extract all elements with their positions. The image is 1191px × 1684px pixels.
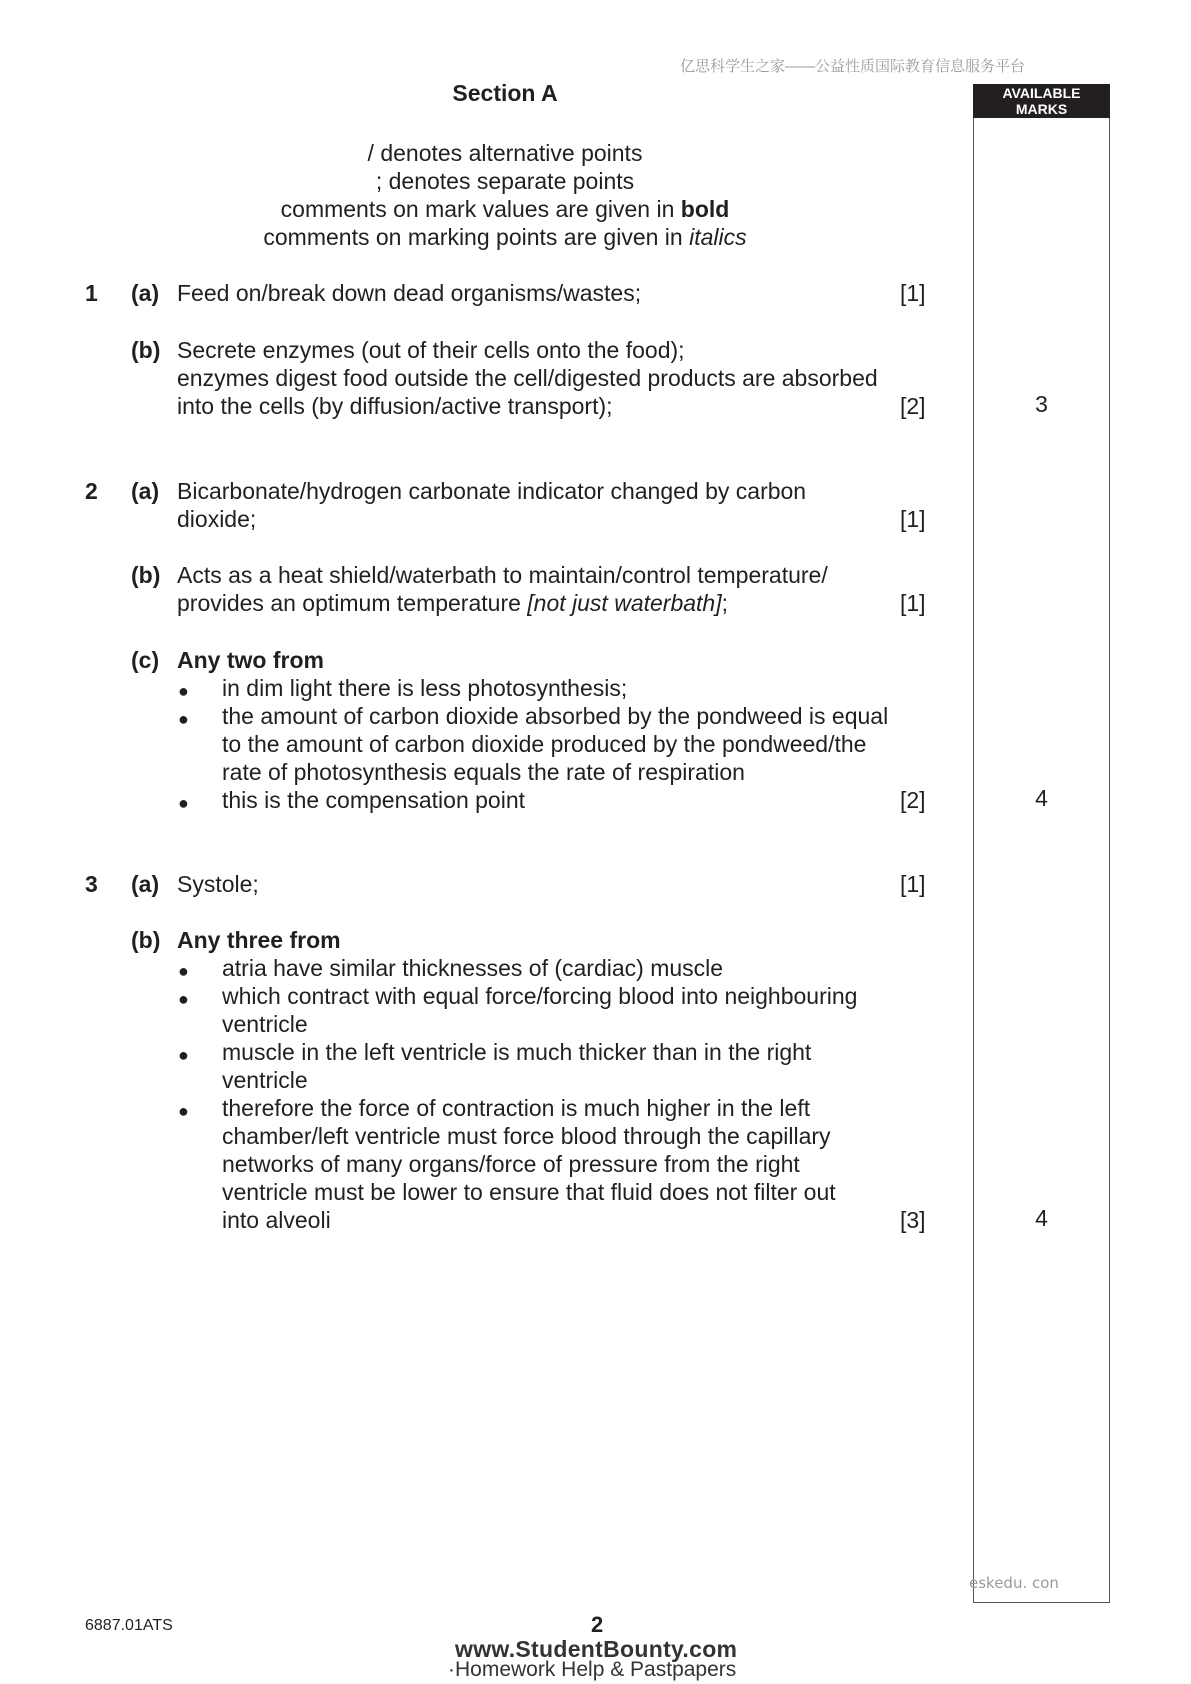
eskedu-watermark: eskedu. con [969, 1574, 1059, 1592]
q3b-mark: [3] [900, 1207, 926, 1233]
q2b-italic-comment: [not just waterbath] [527, 590, 722, 616]
q2-number: 2 [85, 478, 98, 504]
q3b-point-2-line1: which contract with equal force/forcing blood into neighbouring [222, 983, 858, 1009]
q3-number: 3 [85, 871, 98, 897]
q2c-point-2-line1: the amount of carbon dioxide absorbed by the pondweed is equal [222, 703, 889, 729]
bullet-icon: ● [178, 793, 189, 813]
q1-available-marks: 3 [1035, 391, 1048, 417]
legend-bold-word: bold [680, 196, 730, 222]
q1a-answer: Feed on/break down dead organisms/wastes; [177, 280, 642, 306]
bullet-icon: ● [178, 709, 189, 729]
legend-line-3-text: comments on mark values are given in [280, 196, 681, 222]
marks-header-line2: MARKS [1015, 101, 1068, 117]
q3b-point-2-line2: ventricle [222, 1011, 308, 1037]
q3b-point-4-line2: chamber/left ventricle must force blood through the capillary [222, 1123, 831, 1149]
q3b-point-4-line3: networks of many organs/force of pressure from the right [222, 1151, 800, 1177]
available-marks-column [973, 118, 1110, 1603]
legend-line-1: / denotes alternative points [367, 140, 643, 166]
studentbounty-url[interactable]: www.StudentBounty.com [455, 1636, 738, 1662]
q1b-answer-line3: into the cells (by diffusion/active transport); [177, 393, 613, 419]
q3b-heading: Any three from [177, 927, 341, 953]
q2a-label: (a) [131, 478, 160, 504]
q2c-mark: [2] [900, 787, 926, 813]
q3b-point-4-line5: into alveoli [222, 1207, 331, 1233]
legend-line-3 [0, 195, 1010, 223]
q2b-answer-line1: Acts as a heat shield/waterbath to maintain/control temperature/ [177, 562, 828, 588]
q2b-line2-end: ; [721, 590, 729, 616]
bullet-icon: ● [178, 1045, 189, 1065]
q3b-point-3-line1: muscle in the left ventricle is much thicker than in the right [222, 1039, 812, 1065]
page-number: 2 [591, 1612, 604, 1637]
q3b-point-4-line1: therefore the force of contraction is much higher in the left [222, 1095, 811, 1121]
paper-code: 6887.01ATS [85, 1617, 173, 1634]
q3a-mark: [1] [900, 871, 926, 897]
q2c-point-1: in dim light there is less photosynthesis; [222, 675, 628, 701]
legend [0, 139, 1010, 251]
q2b-label: (b) [131, 562, 161, 588]
q1a-mark: [1] [900, 280, 926, 306]
q1b-label: (b) [131, 337, 161, 363]
q1b-answer-line1: Secrete enzymes (out of their cells onto the food); [177, 337, 685, 363]
legend-line-2: ; denotes separate points [375, 168, 635, 194]
bullet-icon: ● [178, 1101, 189, 1121]
q3-available-marks: 4 [1035, 1205, 1048, 1231]
marks-header-line1: AVAILABLE [1002, 85, 1081, 101]
q3a-label: (a) [131, 871, 160, 897]
q2c-point-2-line3: rate of photosynthesis equals the rate of respiration [222, 759, 745, 785]
q2a-answer-line1: Bicarbonate/hydrogen carbonate indicator changed by carbon [177, 478, 807, 504]
available-marks-header [973, 84, 1110, 118]
studentbounty-tagline: ·Homework Help & Pastpapers [448, 1658, 737, 1681]
q3b-point-4-line4: ventricle must be lower to ensure that fluid does not filter out [222, 1179, 836, 1205]
q3a-answer: Systole; [177, 871, 259, 897]
q2a-answer-line2: dioxide; [177, 506, 257, 532]
bullet-icon: ● [178, 961, 189, 981]
q2b-mark: [1] [900, 590, 926, 616]
legend-line-4-text: comments on marking points are given in [263, 224, 690, 250]
q2c-point-3: this is the compensation point [222, 787, 526, 813]
q3b-point-3-line2: ventricle [222, 1067, 308, 1093]
bullet-icon: ● [178, 681, 189, 701]
section-title: Section A [452, 80, 558, 106]
q1b-answer-line2: enzymes digest food outside the cell/digested products are absorbed [177, 365, 878, 391]
q2c-heading: Any two from [177, 647, 324, 673]
q2-available-marks: 4 [1035, 785, 1048, 811]
q3b-point-1: atria have similar thicknesses of (cardiac) muscle [222, 955, 724, 981]
q1b-mark: [2] [900, 393, 926, 419]
q1-number: 1 [85, 280, 98, 306]
q1a-label: (a) [131, 280, 160, 306]
legend-line-4 [0, 223, 1010, 251]
q3b-label: (b) [131, 927, 161, 953]
legend-italic-word: italics [689, 224, 747, 250]
q2c-label: (c) [131, 647, 160, 673]
q2b-answer-line2 [177, 589, 728, 617]
q2c-point-2-line2: to the amount of carbon dioxide produced by the pondweed/the [222, 731, 867, 757]
bullet-icon: ● [178, 989, 189, 1009]
q2b-line2-text: provides an optimum temperature [177, 590, 528, 616]
watermark-header: 亿思科学生之家——公益性质国际教育信息服务平台 [680, 58, 1026, 75]
q2a-mark: [1] [900, 506, 926, 532]
